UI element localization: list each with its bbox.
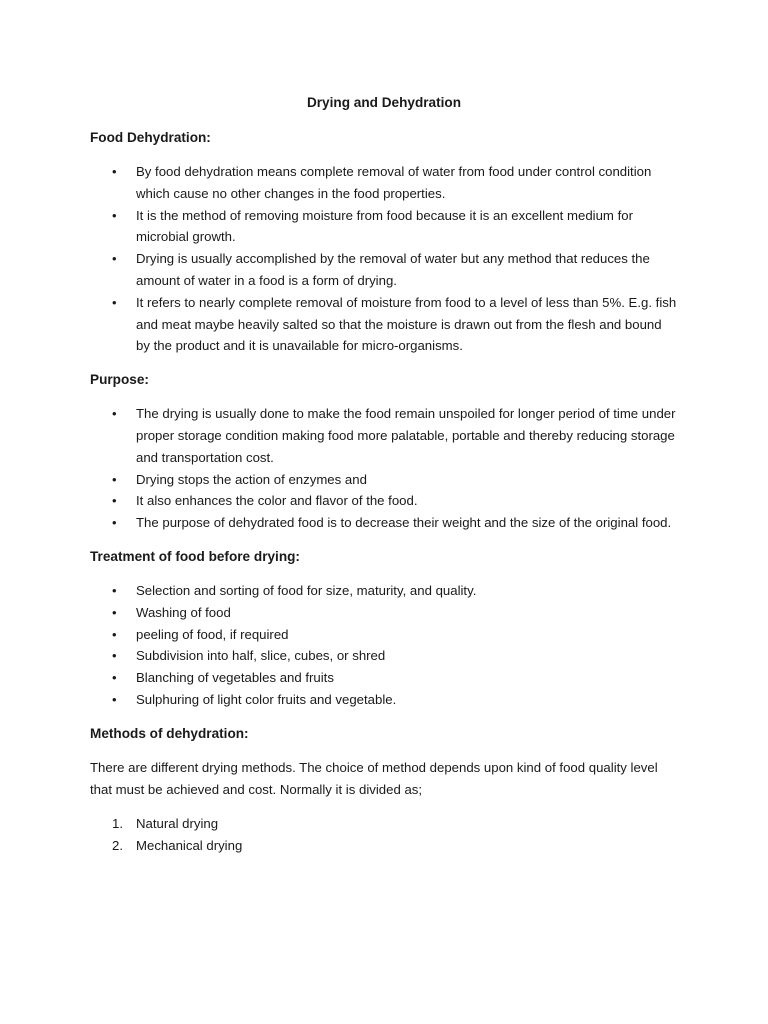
list-item [90, 161, 678, 205]
list-item [90, 813, 678, 835]
list-item [90, 602, 678, 624]
heading-treatment: Treatment of food before drying: [90, 548, 300, 564]
list-item [90, 689, 678, 711]
heading-methods: Methods of dehydration: [90, 725, 249, 741]
list-item-text: Natural drying [136, 816, 219, 832]
methods-numbered-list [90, 813, 678, 857]
list-item [90, 292, 678, 357]
list-item [90, 645, 678, 667]
bullet-icon: • [112, 515, 117, 531]
list-item-text: The drying is usually done to make the food remain unspoiled for longer period of time under proper storage condition making food more palatable, portable and thereby reducing storage and transportation cost. [136, 406, 676, 465]
list-item-text: Mechanical drying [136, 838, 243, 854]
list-item [90, 490, 678, 512]
bullet-icon: • [112, 691, 117, 707]
bullet-icon: • [112, 582, 117, 598]
list-item-text: It also enhances the color and flavor of the food. [136, 493, 418, 509]
list-item [90, 205, 678, 249]
list-number: 1. [112, 816, 123, 832]
list-item [90, 667, 678, 689]
bullet-icon: • [112, 294, 117, 310]
list-number: 2. [112, 838, 123, 854]
list-item [90, 624, 678, 646]
list-item-text: It is the method of removing moisture from food because it is an excellent medium for microbial growth. [136, 207, 633, 245]
list-item-text: Selection and sorting of food for size, maturity, and quality. [136, 582, 477, 598]
food-dehydration-list [90, 161, 678, 357]
bullet-icon: • [112, 604, 117, 620]
list-item [90, 469, 678, 491]
list-item-text: Drying is usually accomplished by the removal of water but any method that reduces the amount of water in a food is a form of drying. [136, 251, 650, 288]
list-item-text: Washing of food [136, 604, 231, 620]
list-item [90, 403, 678, 468]
bullet-icon: • [112, 406, 117, 422]
bullet-icon: • [112, 626, 117, 642]
list-item [90, 512, 678, 534]
bullet-icon: • [112, 648, 117, 664]
list-item-text: Drying stops the action of enzymes and [136, 471, 367, 487]
heading-food-dehydration: Food Dehydration: [90, 130, 211, 145]
list-item [90, 248, 678, 292]
bullet-icon: • [112, 670, 117, 686]
treatment-list [90, 580, 678, 711]
list-item-text: Subdivision into half, slice, cubes, or shred [136, 648, 386, 664]
list-item-text: Sulphuring of light color fruits and vegetable. [136, 691, 397, 707]
list-item-text: peeling of food, if required [136, 626, 289, 642]
bullet-icon: • [112, 207, 117, 223]
list-item-text: Blanching of vegetables and fruits [136, 670, 334, 686]
methods-paragraph: There are different drying methods. The choice of method depends upon kind of food quality level that must be achieved and cost. Normally it is divided as; [90, 759, 658, 797]
list-item-text: It refers to nearly complete removal of moisture from food to a level of less than 5%. E.g. fish and meat maybe heavily salted so that the moisture is drawn out from the flesh and bound by the product and it is unavailable for micro-organisms. [136, 294, 677, 354]
heading-purpose: Purpose: [90, 372, 149, 388]
bullet-icon: • [112, 164, 117, 179]
bullet-icon: • [112, 493, 117, 509]
list-item [90, 835, 678, 857]
list-item-text: The purpose of dehydrated food is to decrease their weight and the size of the original food. [136, 515, 672, 531]
document-title: Drying and Dehydration [306, 95, 462, 110]
bullet-icon: • [112, 471, 117, 487]
bullet-icon: • [112, 251, 117, 267]
list-item [90, 580, 678, 602]
purpose-list [90, 403, 678, 534]
list-item-text: By food dehydration means complete removal of water from food under control condition which cause no other changes in the food properties. [136, 164, 652, 201]
